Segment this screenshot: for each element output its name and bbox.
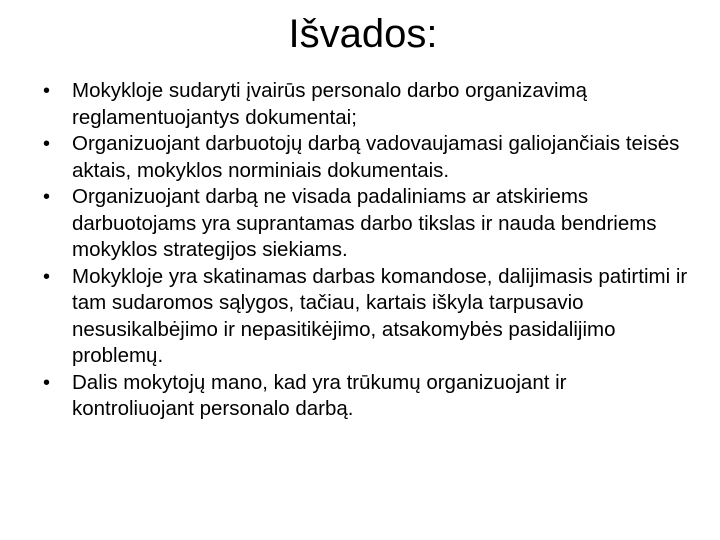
bullet-text: Mokykloje yra skatinamas darbas komandose, dalijimasis patirtimi ir tam sudaromos sąlygos, tačiau, kartais iškyla tarpusavio nesusikalbėjimo ir nepasitikėjimo, atsakomybės pasidalijimo problemų. xyxy=(72,264,688,367)
bullet-text: Mokykloje sudaryti įvairūs personalo darbo organizavimą reglamentuojantys dokumentai; xyxy=(72,79,588,129)
slide-title: Išvados: xyxy=(288,12,438,56)
bullet-dot-icon: • xyxy=(43,371,51,394)
bullet-item xyxy=(40,264,690,370)
bullet-dot-icon: • xyxy=(43,265,51,288)
bullet-dot-icon: • xyxy=(43,186,51,208)
bullet-item xyxy=(40,370,690,423)
bullet-text: Dalis mokytojų mano, kad yra trūkumų organizuojant ir kontroliuojant personalo darbą. xyxy=(72,370,567,420)
bullet-text: Organizuojant darbuotojų darbą vadovaujamasi galiojančiais teisės aktais, mokyklos norminiais dokumentais. xyxy=(72,132,680,182)
bullet-item xyxy=(40,131,690,184)
bullet-dot-icon: • xyxy=(43,80,51,102)
bullet-text: Organizuojant darbą ne visada padaliniams ar atskiriems darbuotojams yra suprantamas darbo tikslas ir nauda bendriems mokyklos strategijos siekiams. xyxy=(72,185,657,261)
bullet-list xyxy=(40,78,690,423)
bullet-dot-icon: • xyxy=(43,133,51,155)
bullet-item xyxy=(40,184,690,264)
bullet-item xyxy=(40,78,690,131)
